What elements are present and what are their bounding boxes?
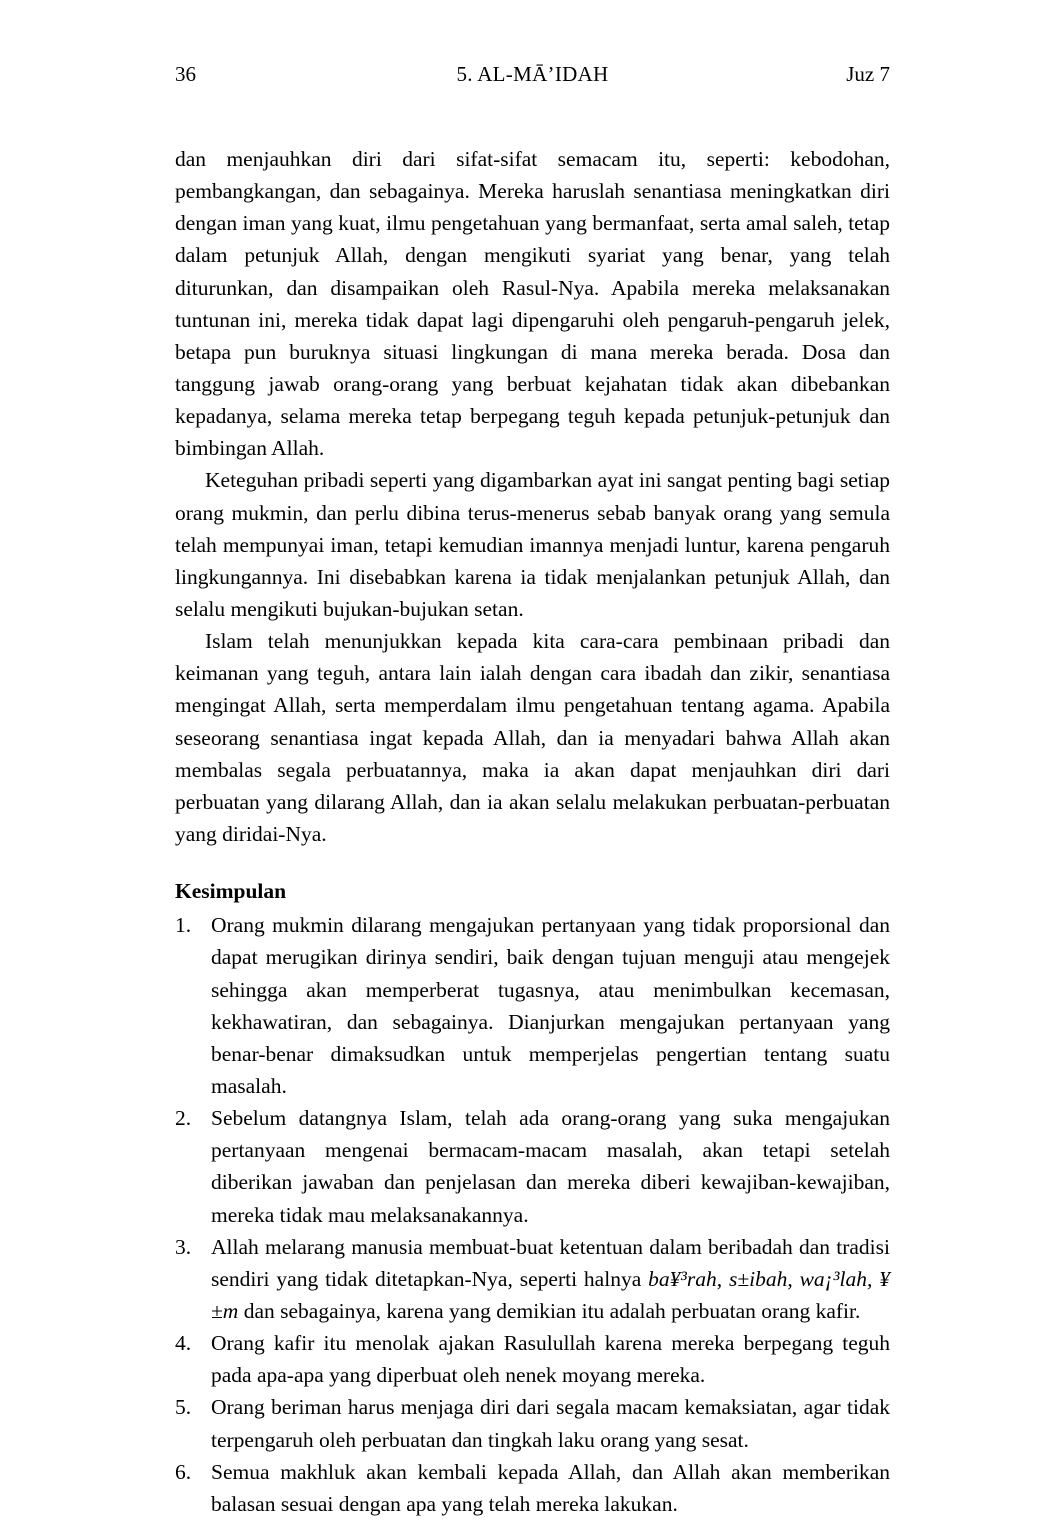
list-item	[175, 1391, 890, 1455]
body-paragraph-2: Keteguhan pribadi seperti yang digambarkan ayat ini sangat penting bagi setiap orang mukmin, dan perlu dibina terus-menerus sebab banyak orang yang semula telah mempunyai iman, tetapi kemudian imannya menjadi luntur, karena pengaruh lingkungannya. Ini disebabkan karena ia tidak menjalankan petunjuk Allah, dan selalu mengikuti bujukan-bujukan setan.	[175, 468, 890, 621]
body-paragraph-3: Islam telah menunjukkan kepada kita cara-cara pembinaan pribadi dan keimanan yang teguh, antara lain ialah dengan cara ibadah dan zikir, senantiasa mengingat Allah, serta memperdalam ilmu pengetahuan tentang agama. Apabila seseorang senantiasa ingat kepada Allah, dan ia menyadari bahwa Allah akan membalas segala perbuatannya, maka ia akan dapat menjauhkan diri dari perbuatan yang dilarang Allah, dan ia akan selalu melakukan perbuatan-perbuatan yang diridai-Nya.	[175, 629, 890, 846]
list-item	[175, 1231, 890, 1327]
list-item-text: Orang beriman harus menjaga diri dari segala macam kemaksiatan, agar tidak terpengaruh oleh perbuatan dan tingkah laku orang yang sesat.	[211, 1395, 890, 1452]
juz-label: Juz 7	[846, 62, 890, 86]
section-heading-kesimpulan: Kesimpulan	[175, 879, 287, 904]
list-item-number: 4.	[175, 1331, 192, 1356]
list-item	[175, 1327, 890, 1391]
page-content	[175, 62, 890, 1520]
body-paragraph-1: dan menjauhkan diri dari sifat-sifat semacam itu, seperti: kebodohan, pembangkangan, dan sebagainya. Mereka haruslah senantiasa meningkatkan diri dengan iman yang kuat, ilmu pengetahuan yang bermanfaat, serta amal saleh, tetap dalam petunjuk Allah, dengan mengikuti syariat yang benar, yang telah diturunkan, dan disampaikan oleh Rasul-Nya. Apabila mereka melaksanakan tuntunan ini, mereka tidak dapat lagi dipengaruhi oleh pengaruh-pengaruh jelek, betapa pun buruknya situasi lingkungan di mana mereka berada. Dosa dan tanggung jawab orang-orang yang berbuat kejahatan tidak akan dibebankan kepadanya, selama mereka tetap berpegang teguh kepada petunjuk-petunjuk dan bimbingan Allah.	[175, 147, 890, 461]
list-item	[175, 1102, 890, 1231]
list-item-number: 1.	[175, 913, 192, 938]
list-item-text: Orang mukmin dilarang mengajukan pertanyaan yang tidak proporsional dan dapat merugikan dirinya sendiri, baik dengan tujuan menguji atau mengejek sehingga akan memperberat tugasnya, atau menimbulkan kecemasan, kekhawatiran, dan sebagainya. Dianjurkan mengajukan pertanyaan yang benar-benar dimaksudkan untuk memperjelas pengertian tentang suatu masalah.	[211, 913, 890, 1098]
list-item	[175, 1456, 890, 1520]
list-item-text: Orang kafir itu menolak ajakan Rasulullah karena mereka berpegang teguh pada apa-apa yang diperbuat oleh nenek moyang mereka.	[211, 1331, 890, 1388]
list-item	[175, 909, 890, 1102]
running-head	[175, 62, 890, 87]
list-item-text-italic: ba¥³rah, s±ibah, wa¡³lah, ¥±m	[211, 1266, 890, 1323]
page-number: 36	[175, 62, 196, 86]
list-item-text-after: dan sebagainya, karena yang demikian itu adalah perbuatan orang kafir.	[238, 1298, 861, 1323]
list-item-number: 2.	[175, 1106, 192, 1131]
list-item-text: Sebelum datangnya Islam, telah ada orang-orang yang suka mengajukan pertanyaan mengenai bermacam-macam masalah, akan tetapi setelah diberikan jawaban dan penjelasan dan mereka diberi kewajiban-kewajiban, mereka tidak mau melaksanakannya.	[211, 1106, 890, 1227]
list-item-number: 6.	[175, 1459, 192, 1484]
list-item-number: 3.	[175, 1234, 192, 1259]
list-item-text: Semua makhluk akan kembali kepada Allah, dan Allah akan memberikan balasan sesuai dengan apa yang telah mereka lakukan.	[211, 1459, 890, 1516]
list-item-number: 5.	[175, 1395, 192, 1420]
list-item-text-before: Allah melarang manusia membuat-buat ketentuan dalam beribadah dan tradisi sendiri yang tidak ditetapkan-Nya, seperti halnya	[211, 1234, 890, 1291]
kesimpulan-list	[175, 909, 890, 1520]
surah-title: 5. AL-MĀ’IDAH	[456, 62, 609, 86]
